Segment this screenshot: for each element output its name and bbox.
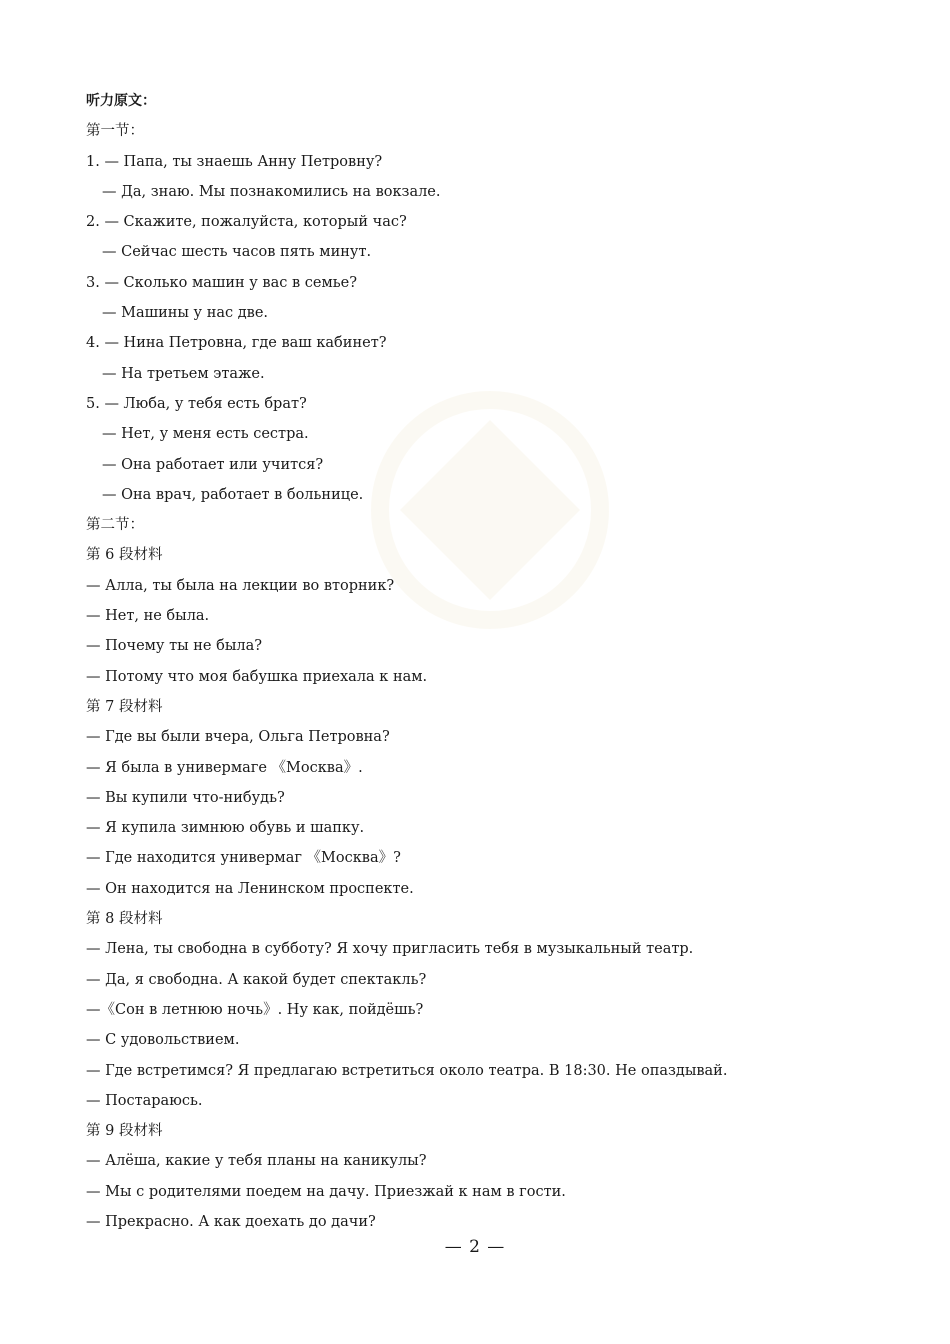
dialogue-line: — Я была в универмаге 《Москва》. [86,759,363,776]
material-7-title: 第 7 段材料 [86,698,163,715]
dialogue-line: — Машины у нас две. [102,305,269,322]
section-1-title: 第一节： [86,123,144,140]
dialogue-line: — Она работает или учится? [102,456,324,473]
dialogue-line: — Где находится универмаг 《Москва》? [86,850,401,867]
section-2-title: 第二节： [86,517,144,534]
dialogue-line: — Да, я свободна. А какой будет спектакль? [86,971,427,988]
dialogue-line: — Почему ты не была? [86,638,262,655]
dialogue-line: — С удовольствием. [86,1032,240,1049]
dialogue-line: — Алла, ты была на лекции во вторник? [86,577,395,594]
dialogue-line: — Мы с родителями поедем на дачу. Приезжай к нам в гости. [86,1183,566,1200]
dialogue-line: — Он находится на Ленинском проспекте. [86,880,414,897]
dialogue-line: — Вы купили что-нибудь? [86,789,285,806]
dialogue-line: 1. — Папа, ты знаешь Анну Петровну? [86,153,383,170]
material-6-title: 第 6 段材料 [86,547,163,564]
dialogue-line: — Потому что моя бабушка приехала к нам. [86,668,428,685]
transcript-content [86,86,886,1237]
dialogue-line: — Где встретимся? Я предлагаю встретиться около театра. В 18:30. Не опаздывай. [86,1062,728,1079]
dialogue-line: — На третьем этаже. [102,365,265,382]
dialogue-line: — Нет, не была. [86,608,210,625]
dialogue-line: 2. — Скажите, пожалуйста, который час? [86,214,407,231]
material-8-title: 第 8 段材料 [86,911,163,928]
page-title: 听力原文： [86,93,156,109]
dialogue-line: — Да, знаю. Мы познакомились на вокзале. [102,183,441,200]
dialogue-line: 4. — Нина Петровна, где ваш кабинет? [86,335,387,352]
dialogue-line: — Прекрасно. А как доехать до дачи? [86,1213,376,1230]
dialogue-line: — Алёша, какие у тебя планы на каникулы? [86,1153,427,1170]
dialogue-line: — Она врач, работает в больнице. [102,486,364,503]
dialogue-line: — Где вы были вчера, Ольга Петровна? [86,729,390,746]
dialogue-line: — Я купила зимнюю обувь и шапку. [86,820,365,837]
dialogue-line: —《Сон в летнюю ночь》. Ну как, пойдёшь? [86,1001,424,1018]
dialogue-line: — Постараюсь. [86,1092,203,1109]
dialogue-line: 5. — Люба, у тебя есть брат? [86,395,307,412]
dialogue-line: 3. — Сколько машин у вас в семье? [86,274,357,291]
dialogue-line: — Нет, у меня есть сестра. [102,426,309,443]
dialogue-line: — Лена, ты свободна в субботу? Я хочу пригласить тебя в музыкальный театр. [86,941,694,958]
page-number: — 2 — [444,1237,506,1257]
material-9-title: 第 9 段材料 [86,1123,163,1140]
dialogue-line: — Сейчас шесть часов пять минут. [102,244,372,261]
